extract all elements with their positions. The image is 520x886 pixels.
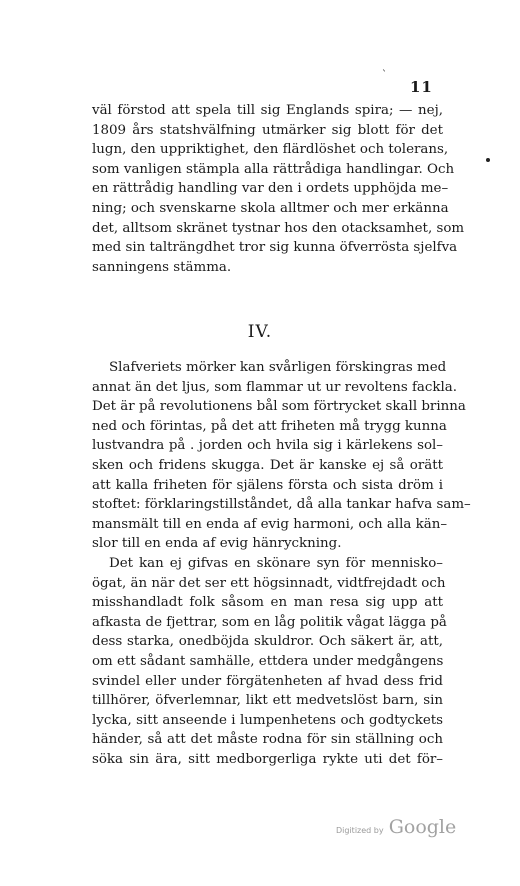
text-line: ögat, än när det ser ett högsinnadt, vidtfrejdadt och <box>92 575 446 591</box>
text-line: svindel eller under förgätenheten af hvad dess frid <box>92 673 443 689</box>
text-line: sanningens stämma. <box>92 259 232 275</box>
text-line: som vanligen stämpla alla rättrådiga handlingar. Och <box>92 161 455 177</box>
text-line: en rättrådig handling var den i ordets upphöjda me– <box>92 181 449 197</box>
text-line: lugn, den uppriktighet, den flärdlöshet och tolerans, <box>92 142 449 158</box>
text-line: sken och fridens skugga. Det är kanske ej så orätt <box>92 457 443 473</box>
paragraph-1 <box>92 358 471 554</box>
page-mark: ` <box>382 70 387 81</box>
text-line: om ett sådant samhälle, ettdera under medgångens <box>92 653 444 669</box>
text-line: ning; och svenskarne skola alltmer och mer erkänna <box>92 200 449 216</box>
text-line: dess starka, onedböjda skuldror. Och säkert är, att, <box>92 634 443 650</box>
text-line: med sin talträngdhet tror sig kunna öfverrösta sjelfva <box>92 240 458 256</box>
text-line: det, alltsom skränet tystnar hos den otacksamhet, som <box>92 220 465 236</box>
text-line: Det är på revolutionens bål som förtrycket skall brinna <box>92 399 466 415</box>
text-line: Det kan ej gifvas en skönare syn för mennisko– <box>109 556 443 571</box>
text-line: ned och förintas, på det att friheten må trygg kunna <box>92 418 447 434</box>
text-line: slor till en enda af evig hänryckning. <box>92 536 342 552</box>
text-line: Slafveriets mörker kan svårligen förskingras med <box>109 360 447 375</box>
text-line: afkasta de fjettrar, som en låg politik vågat lägga på <box>92 614 447 630</box>
text-line: 1809 års statshvälfning utmärker sig blott för det <box>92 122 443 138</box>
text-line: lycka, sitt anseende i lumpenhetens och godtyckets <box>92 712 443 728</box>
text-line: mansmält till en enda af evig harmoni, och alla kän– <box>92 516 448 532</box>
text-line: att kalla friheten för själens första och sista dröm i <box>92 477 443 493</box>
page-number: 11 <box>410 78 433 96</box>
paragraph-2 <box>92 554 447 770</box>
section-heading: IV. <box>247 322 273 342</box>
text-line: tillhörer, öfverlemnar, likt ett medvetslöst barn, sin <box>92 693 443 709</box>
google-logo: Google <box>388 816 457 838</box>
watermark-digitized-label: Digitized by <box>336 826 384 835</box>
google-watermark <box>336 816 456 838</box>
text-line: lustvandra på . jorden och hvila sig i kärlekens sol– <box>92 438 443 454</box>
text-line: misshandladt folk såsom en man resa sig upp att <box>92 595 443 611</box>
text-line: söka sin ära, sitt medborgerliga rykte uti det för– <box>92 751 443 767</box>
text-line: annat än det ljus, som flammar ut ur revoltens fackla. <box>92 379 458 395</box>
margin-dot <box>486 158 490 162</box>
text-line: händer, så att det måste rodna för sin ställning och <box>92 732 443 748</box>
text-line: väl förstod att spela till sig Englands spira; — nej, <box>92 103 443 118</box>
paragraph-continued <box>92 101 465 277</box>
text-line: stoftet: förklaringstillståndet, då alla tankar hafva sam– <box>92 497 471 513</box>
